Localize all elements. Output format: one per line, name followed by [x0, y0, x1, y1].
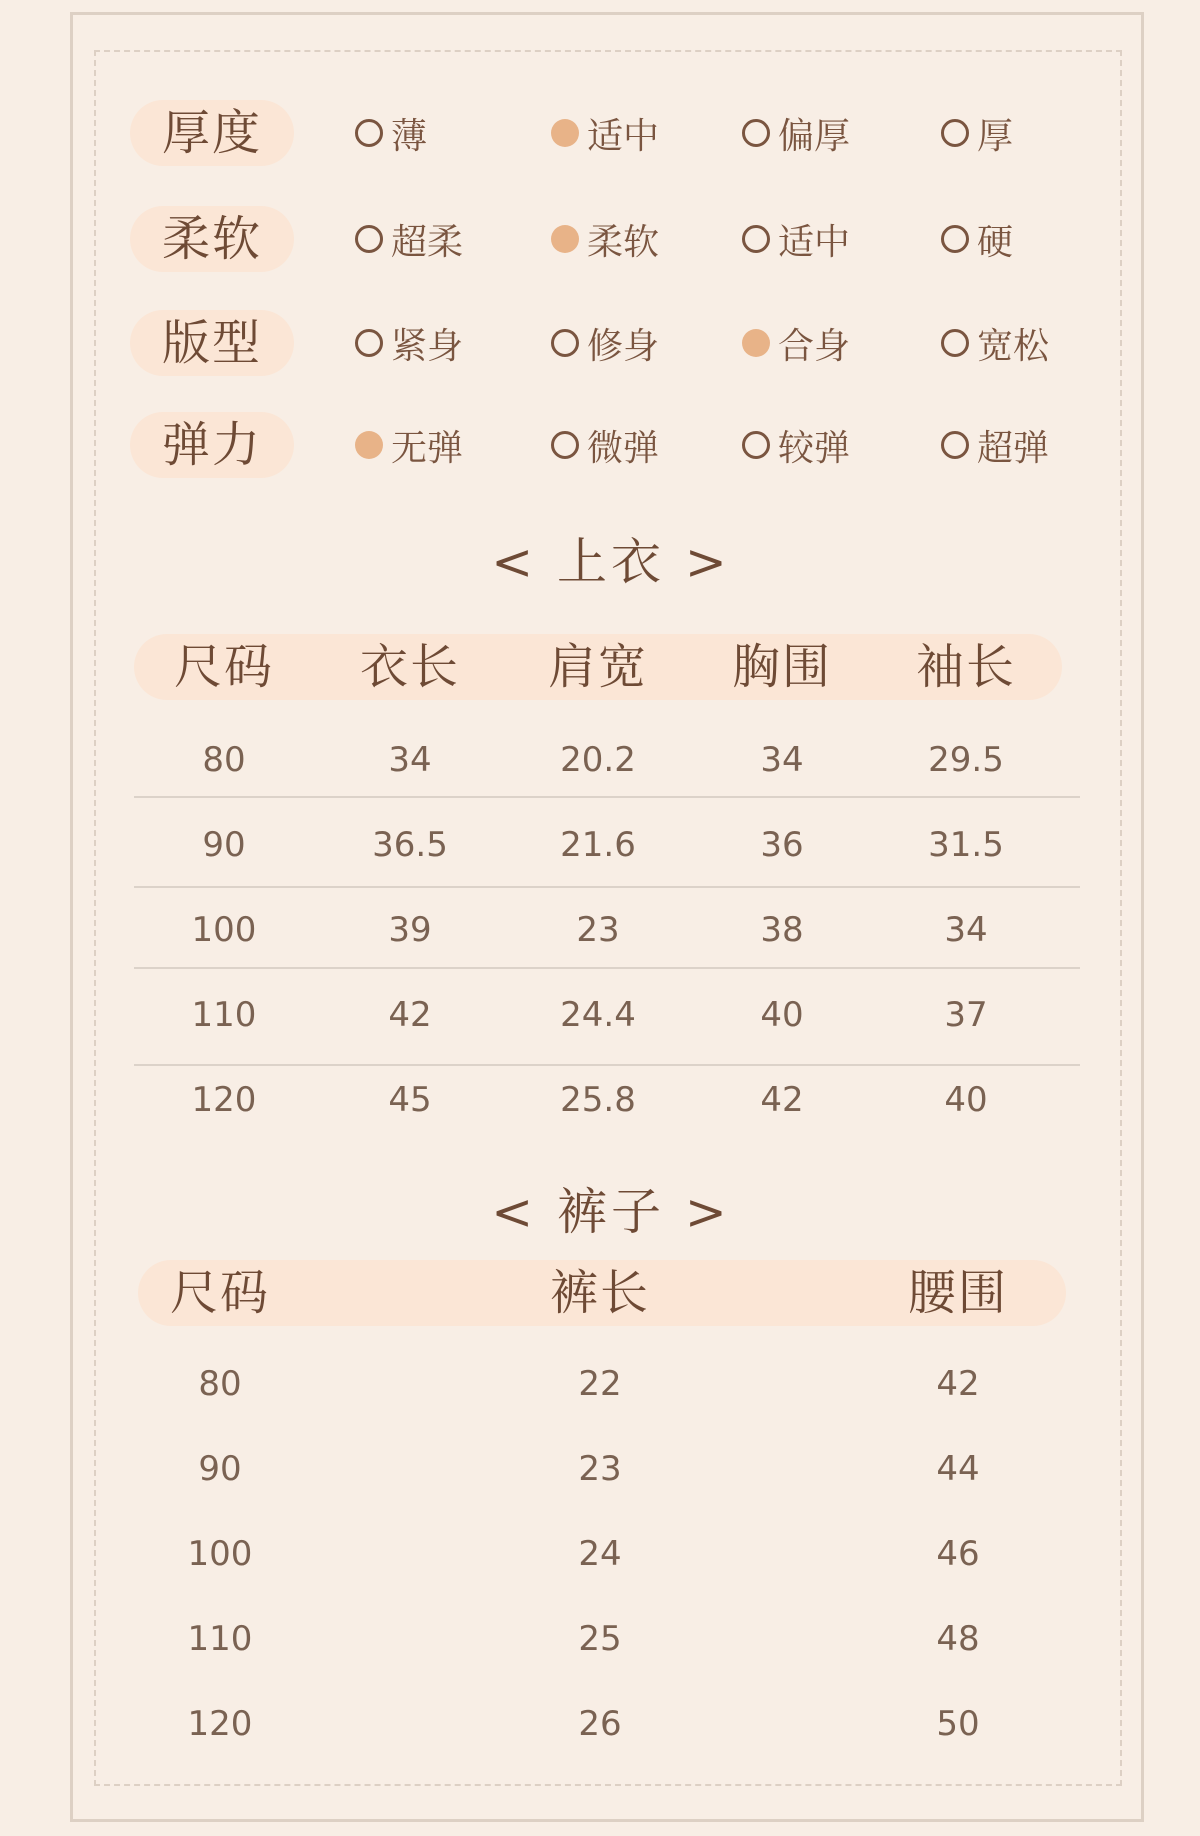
tops-table-header: [134, 634, 1062, 700]
table-cell: 44: [936, 1449, 980, 1489]
attribute-option[interactable]: [941, 310, 1049, 376]
attribute-option[interactable]: [355, 412, 463, 478]
table-header-cell: 裤长: [549, 1265, 651, 1321]
row-divider: [134, 1064, 1080, 1066]
table-header-cell: 衣长: [359, 639, 461, 695]
radio-unselected-icon: [742, 225, 770, 253]
attribute-option-label: 厚: [977, 115, 1014, 157]
attribute-option-label: 紧身: [391, 325, 464, 367]
attribute-option-label: 偏厚: [778, 115, 851, 157]
attribute-option-label: 合身: [778, 325, 851, 367]
attribute-option-label: 适中: [587, 115, 660, 157]
table-cell: 45: [388, 1080, 432, 1120]
table-cell: 21.6: [560, 825, 636, 865]
attribute-option-label: 适中: [778, 221, 851, 263]
tops-section-title: < 上衣 >: [491, 533, 731, 591]
table-cell: 25.8: [560, 1080, 636, 1120]
table-cell: 100: [191, 910, 257, 950]
attribute-option[interactable]: [355, 310, 463, 376]
table-cell: 40: [944, 1080, 988, 1120]
radio-selected-icon: [742, 329, 770, 357]
pants-section-title: < 裤子 >: [491, 1183, 731, 1241]
attribute-option[interactable]: [941, 100, 1013, 166]
table-header-cell: 袖长: [915, 639, 1017, 695]
row-divider: [134, 967, 1080, 969]
table-cell: 37: [944, 995, 988, 1035]
radio-selected-icon: [355, 431, 383, 459]
attribute-row: [130, 310, 1110, 380]
table-cell: 31.5: [928, 825, 1004, 865]
table-cell: 36: [760, 825, 804, 865]
table-cell: 120: [187, 1704, 253, 1744]
table-cell: 80: [198, 1364, 242, 1404]
table-cell: 29.5: [928, 740, 1004, 780]
attribute-option[interactable]: [742, 206, 850, 272]
radio-selected-icon: [551, 225, 579, 253]
table-cell: 23: [576, 910, 620, 950]
radio-selected-icon: [551, 119, 579, 147]
table-cell: 20.2: [560, 740, 636, 780]
attribute-option[interactable]: [742, 100, 850, 166]
attribute-option-label: 修身: [587, 325, 660, 367]
table-header-cell: 尺码: [169, 1265, 271, 1321]
table-cell: 24: [578, 1534, 622, 1574]
radio-unselected-icon: [941, 225, 969, 253]
table-cell: 120: [191, 1080, 257, 1120]
radio-unselected-icon: [742, 119, 770, 147]
table-cell: 46: [936, 1534, 980, 1574]
attribute-option[interactable]: [742, 412, 850, 478]
attribute-label: 柔软: [130, 206, 294, 272]
attribute-option[interactable]: [551, 206, 659, 272]
table-header-cell: 肩宽: [547, 639, 649, 695]
attribute-option[interactable]: [941, 206, 1013, 272]
table-cell: 42: [388, 995, 432, 1035]
attribute-option-label: 超柔: [391, 221, 464, 263]
table-cell: 39: [388, 910, 432, 950]
table-cell: 36.5: [372, 825, 448, 865]
attribute-option[interactable]: [742, 310, 850, 376]
radio-unselected-icon: [742, 431, 770, 459]
radio-unselected-icon: [355, 119, 383, 147]
pants-table-header: [138, 1260, 1066, 1326]
attribute-option-label: 宽松: [977, 325, 1050, 367]
attribute-option-label: 柔软: [587, 221, 660, 263]
table-cell: 26: [578, 1704, 622, 1744]
attribute-option[interactable]: [551, 310, 659, 376]
table-cell: 42: [936, 1364, 980, 1404]
attribute-label: 版型: [130, 310, 294, 376]
attribute-option[interactable]: [551, 100, 659, 166]
attribute-row: [130, 206, 1110, 276]
table-cell: 42: [760, 1080, 804, 1120]
table-cell: 22: [578, 1364, 622, 1404]
table-header-cell: 腰围: [907, 1265, 1009, 1321]
radio-unselected-icon: [355, 225, 383, 253]
attribute-option-label: 硬: [977, 221, 1014, 263]
table-cell: 38: [760, 910, 804, 950]
attribute-option-label: 较弹: [778, 427, 851, 469]
attribute-label: 厚度: [130, 100, 294, 166]
table-cell: 90: [198, 1449, 242, 1489]
attribute-option[interactable]: [355, 100, 427, 166]
table-cell: 80: [202, 740, 246, 780]
table-cell: 90: [202, 825, 246, 865]
table-cell: 34: [944, 910, 988, 950]
row-divider: [134, 886, 1080, 888]
attribute-option-label: 无弹: [391, 427, 464, 469]
table-cell: 40: [760, 995, 804, 1035]
table-cell: 23: [578, 1449, 622, 1489]
attribute-option-label: 薄: [391, 115, 428, 157]
attribute-option-label: 微弹: [587, 427, 660, 469]
table-cell: 110: [187, 1619, 253, 1659]
attribute-label: 弹力: [130, 412, 294, 478]
radio-unselected-icon: [941, 431, 969, 459]
table-header-cell: 尺码: [173, 639, 275, 695]
table-cell: 34: [388, 740, 432, 780]
radio-unselected-icon: [551, 431, 579, 459]
radio-unselected-icon: [355, 329, 383, 357]
radio-unselected-icon: [941, 329, 969, 357]
table-cell: 25: [578, 1619, 622, 1659]
table-cell: 100: [187, 1534, 253, 1574]
attribute-row: [130, 100, 1110, 170]
attribute-option[interactable]: [941, 412, 1049, 478]
table-cell: 34: [760, 740, 804, 780]
radio-unselected-icon: [551, 329, 579, 357]
table-cell: 110: [191, 995, 257, 1035]
table-cell: 24.4: [560, 995, 636, 1035]
attribute-option[interactable]: [355, 206, 463, 272]
attribute-row: [130, 412, 1110, 482]
row-divider: [134, 796, 1080, 798]
table-header-cell: 胸围: [731, 639, 833, 695]
table-cell: 48: [936, 1619, 980, 1659]
table-cell: 50: [936, 1704, 980, 1744]
attribute-option-label: 超弹: [977, 427, 1050, 469]
attribute-option[interactable]: [551, 412, 659, 478]
radio-unselected-icon: [941, 119, 969, 147]
